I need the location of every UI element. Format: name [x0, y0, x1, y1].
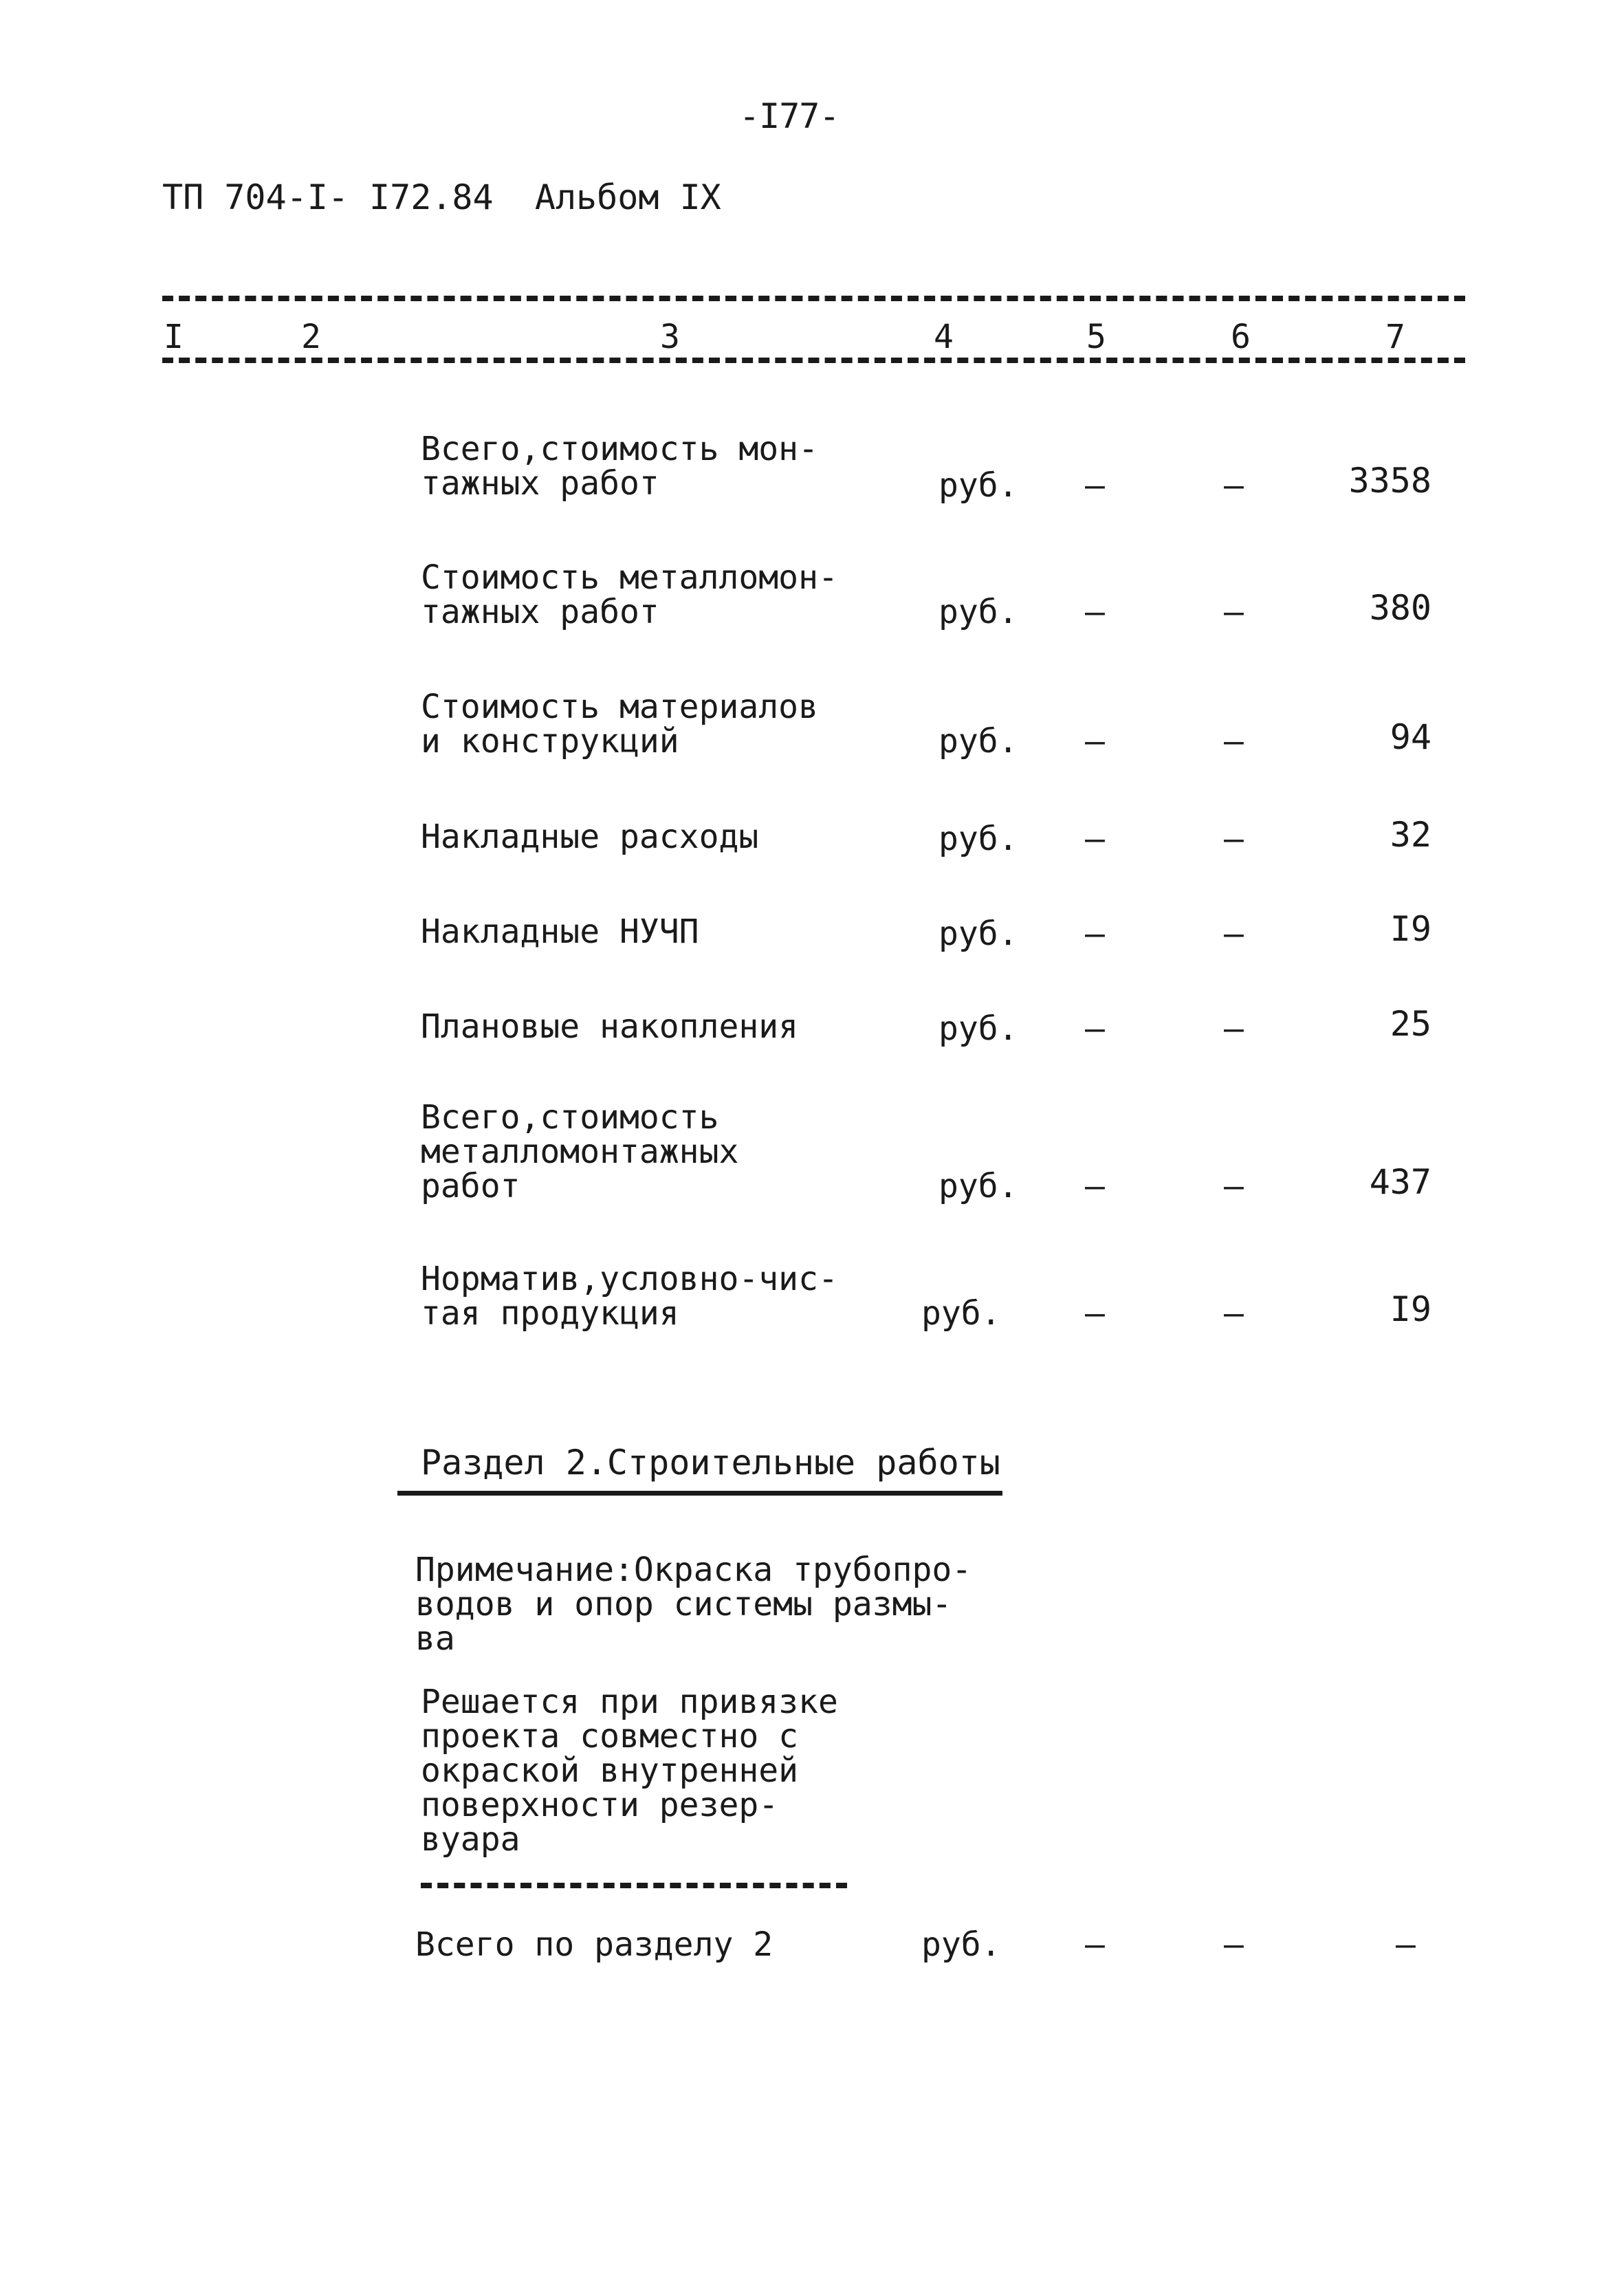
row-unit: руб. [939, 722, 1018, 761]
section-title: Раздел 2.Строительные работы [421, 1443, 1000, 1483]
row-value: I9 [1390, 909, 1431, 949]
row-col5: – [1085, 915, 1105, 953]
row-col6: – [1224, 1167, 1244, 1205]
total-unit: руб. [921, 1925, 1001, 1964]
row-label: Стоимость металломон- тажных работ [421, 558, 838, 631]
row-label: Стоимость материалов и конструкций [421, 688, 818, 761]
row-unit: руб. [939, 915, 1018, 953]
row-label: Накладные НУЧП [421, 912, 699, 951]
header-bottom-rule [162, 358, 1465, 363]
row-unit: руб. [939, 1167, 1018, 1205]
row-unit: руб. [939, 820, 1018, 858]
row-unit: руб. [939, 593, 1018, 631]
row-col6: – [1224, 722, 1244, 761]
row-col6: – [1224, 1009, 1244, 1048]
row-col6: – [1224, 466, 1244, 505]
total-label: Всего по разделу 2 [415, 1925, 773, 1964]
row-value: 3358 [1348, 461, 1431, 501]
column-number-5: 5 [1086, 318, 1106, 356]
column-number-2: 2 [301, 318, 321, 356]
column-number-6: 6 [1231, 318, 1251, 356]
row-col5: – [1085, 593, 1105, 631]
row-col5: – [1085, 1294, 1105, 1333]
row-label: Всего,стоимость мон- тажных работ [421, 430, 818, 503]
row-unit: руб. [939, 466, 1018, 505]
page-number: -I77- [739, 96, 840, 136]
row-unit: руб. [939, 1009, 1018, 1048]
row-col6: – [1224, 1294, 1244, 1333]
row-value: 25 [1390, 1004, 1431, 1044]
row-col5: – [1085, 722, 1105, 761]
total-col6: – [1224, 1925, 1244, 1964]
row-col5: – [1085, 820, 1105, 858]
column-number-1: I [164, 318, 184, 356]
total-value: – [1396, 1925, 1416, 1964]
row-value: 94 [1390, 717, 1431, 757]
document-title: ТП 704-I- I72.84 Альбом IX [162, 177, 721, 217]
row-unit: руб. [921, 1294, 1001, 1333]
column-number-3: 3 [660, 318, 680, 356]
column-number-7: 7 [1385, 318, 1405, 356]
row-col5: – [1085, 1167, 1105, 1205]
row-col6: – [1224, 820, 1244, 858]
note-text-continued: Решается при привязке проекта совместно с окраской внутренней поверхности резер- вуара [421, 1683, 838, 1859]
row-value: 437 [1369, 1162, 1431, 1202]
header-top-rule [162, 296, 1465, 301]
row-col6: – [1224, 915, 1244, 953]
row-value: 32 [1390, 815, 1431, 855]
row-col5: – [1085, 1009, 1105, 1048]
row-col5: – [1085, 466, 1105, 505]
row-value: 380 [1369, 588, 1431, 628]
total-col5: – [1085, 1925, 1105, 1964]
row-col6: – [1224, 593, 1244, 631]
row-value: I9 [1390, 1289, 1431, 1329]
note-text: Примечание:Окраска трубопро- водов и опор системы размы- ва [415, 1551, 972, 1658]
row-label: Плановые накопления [421, 1007, 799, 1046]
row-label: Норматив,условно-чис- тая продукция [421, 1260, 838, 1333]
note-separator [421, 1883, 847, 1888]
row-label: Всего,стоимость металломонтажных работ [421, 1098, 739, 1205]
column-number-4: 4 [934, 318, 954, 356]
section-underline [397, 1491, 1002, 1496]
row-label: Накладные расходы [421, 818, 759, 856]
